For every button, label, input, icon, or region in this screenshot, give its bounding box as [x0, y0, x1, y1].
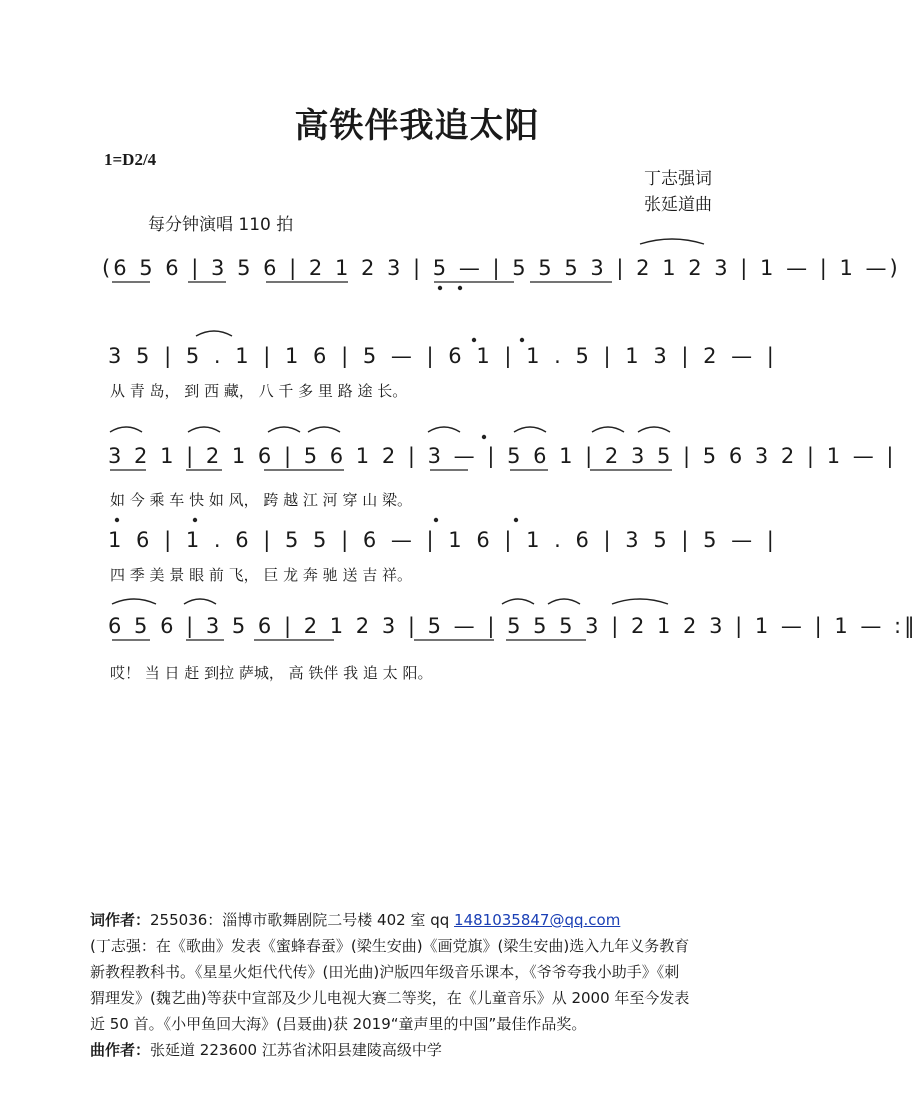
slur [514, 427, 546, 432]
octave-dot [520, 338, 524, 342]
octave-dot [193, 518, 197, 522]
composer-label: 曲作者： [90, 1041, 151, 1059]
composer-info: 张延道 223600 江苏省沭阳县建陵高级中学 [150, 1041, 442, 1059]
score-line-5-notes: 6 5 6 | 3 5 6 | 2 1 2 3 | 5 — | 5 5 5 3 | 2 1 2 3 | 1 — | 1 — :‖ [108, 614, 918, 638]
score-line-2-notes: 3 5 | 5 . 1 | 1 6 | 5 — | 6 1 | 1 . 5 | 1 3 | 2 — | [108, 344, 778, 368]
slur [308, 427, 340, 432]
bio-line-2: 新教程教科书。《星星火炬代代传》(田光曲)沪版四年级音乐课本，《爷爷夸我小助手》《刺 [90, 963, 680, 981]
score-line-4-lyrics: 四 季 美 景 眼 前 飞， 巨 龙 奔 驰 送 吉 祥。 [110, 566, 412, 584]
slur [592, 427, 624, 432]
slur [268, 427, 300, 432]
lyricist-credit: 丁志强词 [644, 169, 712, 189]
slur [188, 427, 220, 432]
score-line-5-lyrics: 哎！ 当 日 赶 到拉 萨城， 高 铁伴 我 追 太 阳。 [110, 664, 433, 682]
slur [638, 427, 670, 432]
octave-dot [458, 286, 462, 290]
slur [502, 599, 534, 604]
key-signature: 1=D2/4 [104, 150, 157, 169]
slur [428, 427, 460, 432]
slur [110, 427, 142, 432]
song-title: 高铁伴我追太阳 [294, 106, 540, 146]
composer-contact [90, 1038, 442, 1062]
slur [548, 599, 580, 604]
bio-line-1: (丁志强：在《歌曲》发表《蜜蜂春蚕》(梁生安曲)《画党旗》(梁生安曲)选入九年义务教育 [90, 937, 690, 955]
octave-dot [438, 286, 442, 290]
score-line-1-notes: (6 5 6 | 3 5 6 | 2 1 2 3 | 5 — | 5 5 5 3 | 2 1 2 3 | 1 — | 1 —) [102, 256, 901, 280]
score-line-4-notes: 1 6 | 1 . 6 | 5 5 | 6 — | 1 6 | 1 . 6 | 3 5 | 5 — | [108, 528, 778, 552]
score-line-2-lyrics: 从 青 岛， 到 西 藏， 八 千 多 里 路 途 长。 [110, 382, 408, 400]
slur [184, 599, 216, 604]
lyricist-label: 词作者： [90, 911, 151, 929]
slur [612, 599, 668, 604]
bio-line-3: 猬理发》(魏艺曲)等获中宣部及少儿电视大赛二等奖，在《儿童音乐》从 2000 年至今发表 [90, 989, 690, 1007]
slur [640, 239, 704, 244]
octave-dot [482, 435, 486, 439]
tempo-marking: 每分钟演唱 110 拍 [148, 215, 294, 235]
email-link[interactable]: 1481035847@qq.com [454, 911, 621, 929]
octave-dot [514, 518, 518, 522]
slur [196, 331, 232, 336]
slur [112, 599, 156, 604]
composer-credit: 张延道曲 [644, 195, 712, 215]
score-line-3-notes: 3 2 1 | 2 1 6 | 5 6 1 2 | 3 — | 5 6 1 | 2 3 5 | 5 6 3 2 | 1 — | [108, 444, 897, 468]
octave-dot [434, 518, 438, 522]
score-line-3-lyrics: 如 今 乘 车 快 如 风， 跨 越 江 河 穿 山 梁。 [110, 491, 412, 509]
octave-dot [472, 338, 476, 342]
lyricist-contact [90, 908, 620, 932]
lyricist-info: 255036：淄博市歌舞剧院二号楼 402 室 qq [150, 911, 455, 929]
octave-dot [115, 518, 119, 522]
bio-line-4: 近 50 首。《小甲鱼回大海》(吕聂曲)获 2019“童声里的中国”最佳作品奖。 [90, 1015, 587, 1033]
